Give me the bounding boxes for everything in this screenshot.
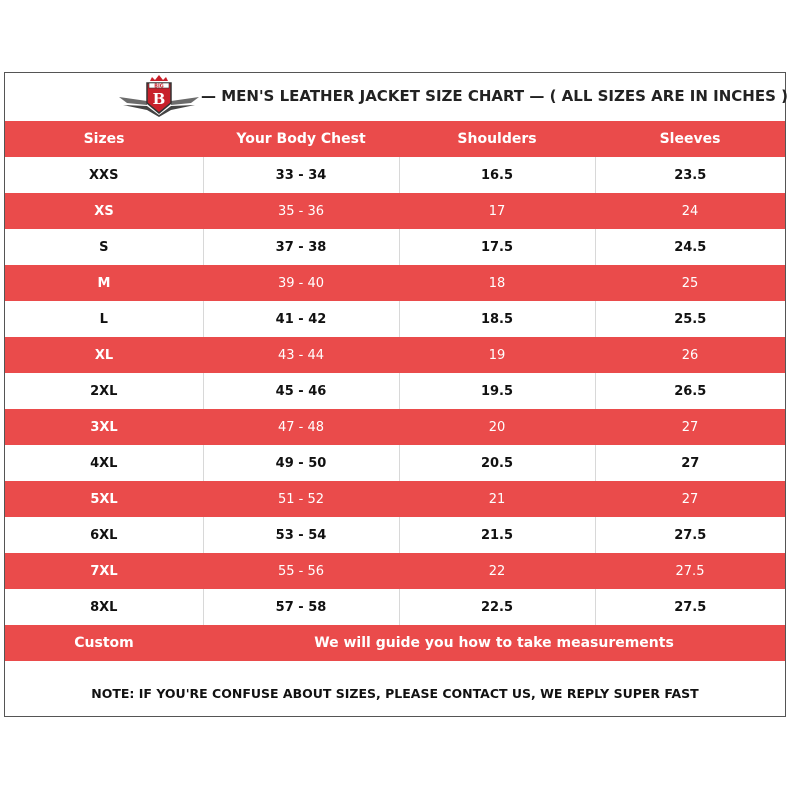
chest-cell: 51 - 52	[203, 481, 399, 517]
shoulders-cell: 20.5	[399, 445, 595, 481]
size-cell: 6XL	[5, 517, 203, 553]
sleeves-cell: 25.5	[595, 301, 785, 337]
table-row	[5, 265, 785, 301]
size-cell: XXS	[5, 157, 203, 193]
size-cell: 7XL	[5, 553, 203, 589]
sleeves-cell: 27	[595, 409, 785, 445]
shoulders-cell: 22.5	[399, 589, 595, 625]
svg-text:BIG: BIG	[154, 84, 164, 90]
table-row	[5, 193, 785, 229]
chest-cell: 41 - 42	[203, 301, 399, 337]
table-row	[5, 157, 785, 193]
chest-cell: 47 - 48	[203, 409, 399, 445]
size-cell: 3XL	[5, 409, 203, 445]
shoulders-cell: 17	[399, 193, 595, 229]
table-row	[5, 301, 785, 337]
size-cell: XS	[5, 193, 203, 229]
chest-cell: 53 - 54	[203, 517, 399, 553]
sleeves-cell: 27.5	[595, 589, 785, 625]
size-cell: 4XL	[5, 445, 203, 481]
size-cell: XL	[5, 337, 203, 373]
table-row	[5, 445, 785, 481]
sleeves-cell: 26.5	[595, 373, 785, 409]
sleeves-cell: 24	[595, 193, 785, 229]
chest-cell: 33 - 34	[203, 157, 399, 193]
table-row	[5, 409, 785, 445]
custom-label: Custom	[5, 625, 203, 661]
size-cell: 5XL	[5, 481, 203, 517]
column-header-shoulders: Shoulders	[399, 121, 595, 157]
chest-cell: 55 - 56	[203, 553, 399, 589]
svg-text:B: B	[152, 90, 166, 108]
column-header-sizes: Sizes	[5, 121, 203, 157]
shoulders-cell: 19.5	[399, 373, 595, 409]
shoulders-cell: 18	[399, 265, 595, 301]
shoulders-cell: 22	[399, 553, 595, 589]
table-row	[5, 553, 785, 589]
table-row	[5, 589, 785, 625]
shoulders-cell: 21.5	[399, 517, 595, 553]
shoulders-cell: 17.5	[399, 229, 595, 265]
table-row	[5, 337, 785, 373]
chest-cell: 37 - 38	[203, 229, 399, 265]
shoulders-cell: 19	[399, 337, 595, 373]
sleeves-cell: 24.5	[595, 229, 785, 265]
shoulders-cell: 16.5	[399, 157, 595, 193]
custom-text: We will guide you how to take measurements	[203, 625, 785, 661]
table-row	[5, 481, 785, 517]
contact-note: NOTE: IF YOU'RE CONFUSE ABOUT SIZES, PLEASE CONTACT US, WE REPLY SUPER FAST	[91, 686, 699, 701]
size-chart-frame	[4, 72, 786, 717]
sleeves-cell: 27	[595, 445, 785, 481]
sleeves-cell: 27	[595, 481, 785, 517]
chest-cell: 35 - 36	[203, 193, 399, 229]
column-header-sleeves: Sleeves	[595, 121, 785, 157]
sleeves-cell: 27.5	[595, 517, 785, 553]
shoulders-cell: 20	[399, 409, 595, 445]
sleeves-cell: 27.5	[595, 553, 785, 589]
size-cell: 8XL	[5, 589, 203, 625]
table-row	[5, 517, 785, 553]
chest-cell: 43 - 44	[203, 337, 399, 373]
shoulders-cell: 21	[399, 481, 595, 517]
chest-cell: 57 - 58	[203, 589, 399, 625]
size-cell: S	[5, 229, 203, 265]
chart-header	[5, 73, 788, 121]
sleeves-cell: 23.5	[595, 157, 785, 193]
column-header-chest: Your Body Chest	[203, 121, 399, 157]
sleeves-cell: 25	[595, 265, 785, 301]
size-cell: 2XL	[5, 373, 203, 409]
table-header-row	[5, 121, 785, 157]
custom-row	[5, 625, 785, 661]
sleeves-cell: 26	[595, 337, 785, 373]
big-b-logo-icon	[117, 75, 201, 117]
table-row	[5, 229, 785, 265]
size-table	[5, 121, 785, 661]
chest-cell: 39 - 40	[203, 265, 399, 301]
chest-cell: 45 - 46	[203, 373, 399, 409]
chest-cell: 49 - 50	[203, 445, 399, 481]
shoulders-cell: 18.5	[399, 301, 595, 337]
table-row	[5, 373, 785, 409]
size-cell: L	[5, 301, 203, 337]
chart-title: — MEN'S LEATHER JACKET SIZE CHART — ( ALL SIZES ARE IN INCHES )	[201, 87, 788, 105]
size-cell: M	[5, 265, 203, 301]
